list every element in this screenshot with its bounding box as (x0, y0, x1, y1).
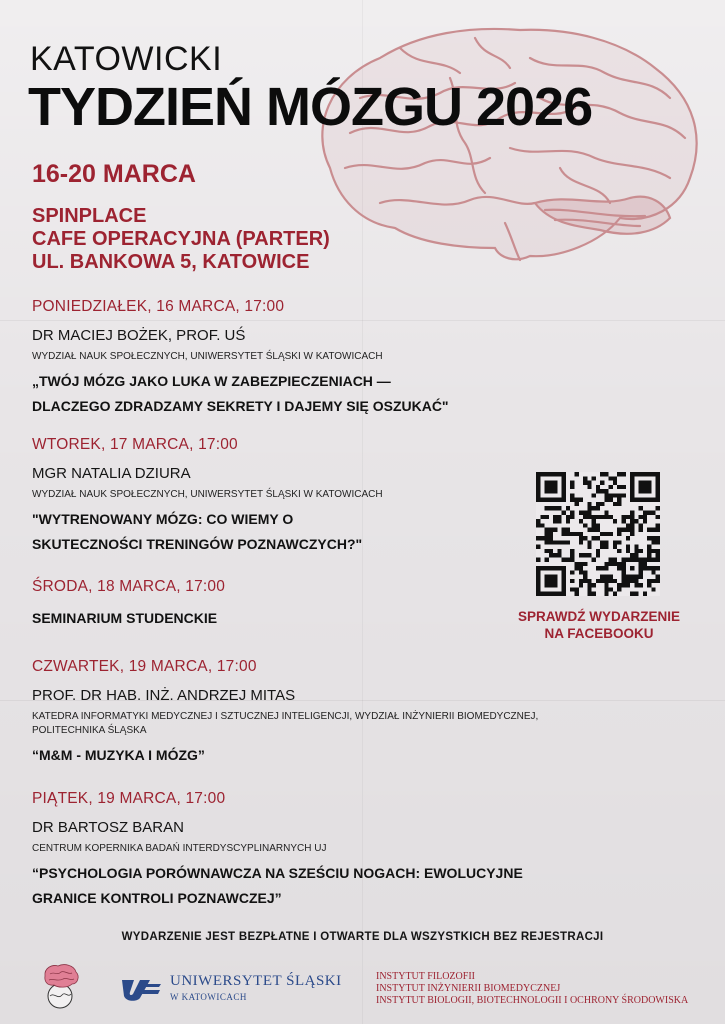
event-monday (32, 298, 512, 419)
event-title-line: SKUTECZNOŚCI TRENINGÓW POZNAWCZYCH?" (32, 536, 363, 552)
event-title-line: DLACZEGO ZDRADZAMY SEKRETY I DAJEMY SIĘ OSZUKAĆ" (32, 398, 449, 414)
event-title-line: „TWÓJ MÓZG JAKO LUKA W ZABEZPIECZENIACH — (32, 373, 391, 389)
event-affiliation-line: POLITECHNIKA ŚLĄSKA (32, 725, 147, 736)
event-wednesday (32, 578, 512, 631)
event-thursday (32, 658, 539, 768)
event-title-line: "WYTRENOWANY MÓZG: CO WIEMY O (32, 511, 294, 527)
qr-caption-line: SPRAWDŹ WYDARZENIE (518, 609, 680, 624)
page-title: TYDZIEŃ MÓZGU 2026 (28, 77, 593, 137)
institute-name: INSTYTUT INŻYNIERII BIOMEDYCZNEJ (376, 983, 561, 994)
event-tuesday (32, 436, 512, 557)
institute-name: INSTYTUT BIOLOGII, BIOTECHNOLOGII I OCHRONY ŚRODOWISKA (376, 995, 689, 1006)
event-title-line: “M&M - MUZYKA I MÓZG” (32, 747, 205, 763)
event-title (32, 861, 632, 911)
event-affiliation: WYDZIAŁ NAUK SPOŁECZNYCH, UNIWERSYTET ŚLĄSKI W KATOWICACH (32, 351, 383, 362)
university-logo-icon (120, 976, 162, 1002)
institutes-list (376, 971, 688, 1007)
event-title-line: SEMINARIUM STUDENCKIE (32, 610, 218, 626)
venue-address (32, 205, 330, 274)
event-day: PONIEDZIAŁEK, 16 MARCA, 17:00 (32, 298, 285, 315)
event-dates: 16-20 MARCA (32, 160, 196, 188)
brain-logo-icon (38, 962, 82, 1012)
event-speaker: PROF. DR HAB. INŻ. ANDRZEJ MITAS (32, 687, 296, 704)
event-speaker: MGR NATALIA DZIURA (32, 465, 191, 482)
event-speaker: DR MACIEJ BOŻEK, PROF. UŚ (32, 327, 246, 344)
event-day: ŚRODA, 18 MARCA, 17:00 (32, 578, 226, 595)
event-title-line: “PSYCHOLOGIA PORÓWNAWCZA NA SZEŚCIU NOGACH: EWOLUCYJNE (32, 865, 523, 881)
event-day: CZWARTEK, 19 MARCA, 17:00 (32, 658, 257, 675)
venue-line: UL. BANKOWA 5, KATOWICE (32, 251, 310, 273)
event-title (32, 369, 632, 419)
venue-line: SPINPLACE (32, 205, 147, 227)
qr-code[interactable] (536, 472, 660, 596)
qr-caption[interactable] (488, 608, 710, 642)
university-city: W KATOWICACH (170, 992, 247, 1002)
brain-illustration (300, 18, 710, 266)
free-entry-notice: WYDARZENIE JEST BEZPŁATNE I OTWARTE DLA WSZYSTKICH BEZ REJESTRACJI (121, 931, 604, 943)
event-speaker: DR BARTOSZ BARAN (32, 819, 184, 836)
event-title-line: GRANICE KONTROLI POZNAWCZEJ” (32, 890, 282, 906)
event-title (32, 743, 632, 768)
event-day: WTOREK, 17 MARCA, 17:00 (32, 436, 238, 453)
event-day: PIĄTEK, 19 MARCA, 17:00 (32, 790, 226, 807)
event-affiliation: WYDZIAŁ NAUK SPOŁECZNYCH, UNIWERSYTET ŚLĄSKI W KATOWICACH (32, 489, 383, 500)
event-affiliation (32, 710, 612, 738)
university-name: UNIWERSYTET ŚLĄSKI (170, 973, 342, 989)
institute-name: INSTYTUT FILOZOFII (376, 971, 475, 982)
event-affiliation-line: KATEDRA INFORMATYKI MEDYCZNEJ I SZTUCZNEJ INTELIGENCJI, WYDZIAŁ INŻYNIERII BIOMEDYCZNEJ, (32, 711, 539, 722)
qr-caption-line: NA FACEBOOKU (544, 626, 654, 641)
venue-line: CAFE OPERACYJNA (PARTER) (32, 228, 330, 250)
header-kicker: KATOWICKI (30, 40, 223, 78)
event-friday (32, 790, 523, 911)
event-affiliation: CENTRUM KOPERNIKA BADAŃ INTERDYSCYPLINARNYCH UJ (32, 843, 327, 854)
